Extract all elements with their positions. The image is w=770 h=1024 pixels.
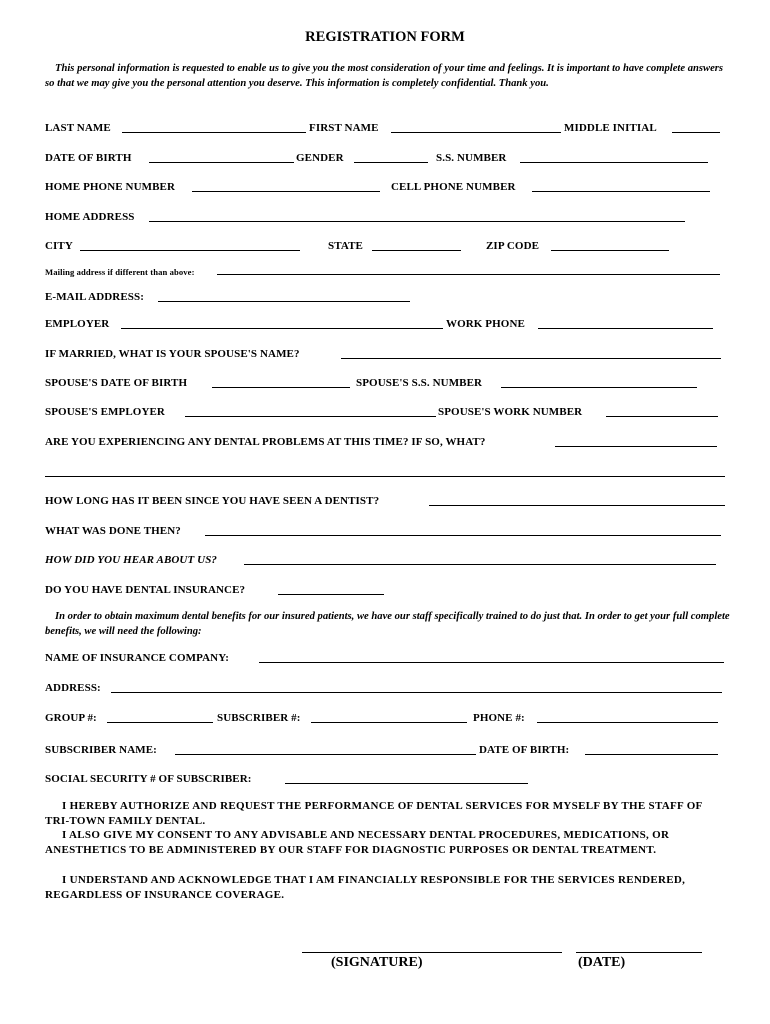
ins-subscriber-no-label: SUBSCRIBER #: bbox=[217, 712, 301, 724]
state-field[interactable] bbox=[372, 250, 461, 251]
dental-problems-field[interactable] bbox=[555, 446, 717, 447]
form-title: REGISTRATION FORM bbox=[305, 29, 465, 45]
ins-subscriber-name-row bbox=[45, 742, 730, 758]
intro-paragraph: This personal information is requested to enable us to give you the most consideration of your time and feelings. It is important to have complete answers so that we may give you the personal attention you deserve. This information is completely confidential. Thank you. bbox=[45, 63, 724, 89]
employer-field[interactable] bbox=[121, 328, 443, 329]
spouse-employer-label: SPOUSE'S EMPLOYER bbox=[45, 406, 165, 418]
home-address-row bbox=[45, 209, 730, 225]
done-then-field[interactable] bbox=[205, 535, 721, 536]
hear-about-label: HOW DID YOU HEAR ABOUT US? bbox=[45, 554, 218, 566]
insurance-label: DO YOU HAVE DENTAL INSURANCE? bbox=[45, 584, 246, 596]
dental-problems-label: ARE YOU EXPERIENCING ANY DENTAL PROBLEMS AT THIS TIME? IF SO, WHAT? bbox=[45, 436, 486, 448]
done-then-label: WHAT WAS DONE THEN? bbox=[45, 525, 181, 537]
ins-subscriber-no-field[interactable] bbox=[311, 722, 467, 723]
dental-problems-continued-field[interactable] bbox=[45, 476, 725, 477]
gender-label: GENDER bbox=[296, 152, 344, 164]
ins-ssn-label: SOCIAL SECURITY # OF SUBSCRIBER: bbox=[45, 773, 252, 785]
ins-group-row bbox=[45, 710, 730, 726]
spouse-work-label: SPOUSE'S WORK NUMBER bbox=[438, 406, 583, 418]
insurance-row bbox=[45, 582, 730, 598]
spouse-dob-label: SPOUSE'S DATE OF BIRTH bbox=[45, 377, 188, 389]
spouse-ss-label: SPOUSE'S S.S. NUMBER bbox=[356, 377, 483, 389]
ins-group-label: GROUP #: bbox=[45, 712, 97, 724]
ins-phone-field[interactable] bbox=[537, 722, 718, 723]
gender-field[interactable] bbox=[354, 162, 428, 163]
ins-dob-field[interactable] bbox=[585, 754, 718, 755]
signature-line[interactable] bbox=[302, 952, 562, 953]
mailing-field[interactable] bbox=[217, 274, 720, 275]
authorization-paragraph-2: I ALSO GIVE MY CONSENT TO ANY ADVISABLE AND NECESSARY DENTAL PROCEDURES, MEDICATIONS, OR ANESTHETICS TO BE ADMINISTERED BY OUR STAFF FOR DIAGNOSTIC PURPOSES OR DENTAL TREATMENT. bbox=[45, 829, 670, 856]
city-field[interactable] bbox=[80, 250, 300, 251]
ins-company-row bbox=[45, 650, 730, 666]
state-label: STATE bbox=[328, 240, 363, 252]
ins-address-row bbox=[45, 680, 730, 696]
date-line[interactable] bbox=[576, 952, 702, 953]
dob-row bbox=[45, 150, 730, 166]
home-phone-field[interactable] bbox=[192, 191, 380, 192]
employer-row bbox=[45, 316, 730, 332]
mailing-row bbox=[45, 264, 730, 280]
ins-subscriber-name-label: SUBSCRIBER NAME: bbox=[45, 744, 157, 756]
middle-initial-label: MIDDLE INITIAL bbox=[564, 122, 657, 134]
dental-problems-row bbox=[45, 434, 730, 450]
ss-number-label: S.S. NUMBER bbox=[436, 152, 507, 164]
ins-ssn-row bbox=[45, 771, 730, 787]
ins-company-field[interactable] bbox=[259, 662, 724, 663]
middle-initial-field[interactable] bbox=[672, 132, 720, 133]
employer-label: EMPLOYER bbox=[45, 318, 110, 330]
zip-label: ZIP CODE bbox=[486, 240, 540, 252]
insurance-field[interactable] bbox=[278, 594, 384, 595]
signature-label: (SIGNATURE) bbox=[331, 955, 423, 970]
ins-ssn-field[interactable] bbox=[285, 783, 528, 784]
last-name-field[interactable] bbox=[122, 132, 306, 133]
dob-field[interactable] bbox=[149, 162, 294, 163]
home-address-field[interactable] bbox=[149, 221, 685, 222]
ins-group-field[interactable] bbox=[107, 722, 213, 723]
spouse-name-label: IF MARRIED, WHAT IS YOUR SPOUSE'S NAME? bbox=[45, 348, 300, 360]
date-label: (DATE) bbox=[578, 955, 626, 970]
email-field[interactable] bbox=[158, 301, 410, 302]
spouse-employer-field[interactable] bbox=[185, 416, 436, 417]
authorization-paragraph-1: I HEREBY AUTHORIZE AND REQUEST THE PERFORMANCE OF DENTAL SERVICES FOR MYSELF BY THE STAFF OF TRI-TOWN FAMILY DENTAL. bbox=[45, 800, 703, 827]
work-phone-label: WORK PHONE bbox=[446, 318, 525, 330]
ins-company-label: NAME OF INSURANCE COMPANY: bbox=[45, 652, 229, 664]
spouse-name-row bbox=[45, 346, 730, 362]
last-name-label: LAST NAME bbox=[45, 122, 111, 134]
email-label: E-MAIL ADDRESS: bbox=[45, 291, 144, 303]
dental-problems-continued-row bbox=[45, 464, 730, 480]
spouse-ss-field[interactable] bbox=[501, 387, 697, 388]
ins-phone-label: PHONE #: bbox=[473, 712, 525, 724]
home-address-label: HOME ADDRESS bbox=[45, 211, 135, 223]
name-row bbox=[45, 120, 730, 136]
ss-number-field[interactable] bbox=[520, 162, 708, 163]
insurance-intro: In order to obtain maximum dental benefits for our insured patients, we have our staff specifically trained to do just that. In order to get your full complete benefits, we will need the following: bbox=[45, 611, 730, 637]
last-seen-row bbox=[45, 493, 730, 509]
ins-address-field[interactable] bbox=[111, 692, 722, 693]
ins-address-label: ADDRESS: bbox=[45, 682, 101, 694]
last-seen-field[interactable] bbox=[429, 505, 725, 506]
mailing-label: Mailing address if different than above: bbox=[45, 267, 195, 277]
city-label: CITY bbox=[45, 240, 73, 252]
spouse-employer-row bbox=[45, 404, 730, 420]
zip-field[interactable] bbox=[551, 250, 669, 251]
spouse-dob-field[interactable] bbox=[212, 387, 350, 388]
work-phone-field[interactable] bbox=[538, 328, 713, 329]
spouse-name-field[interactable] bbox=[341, 358, 721, 359]
phone-row bbox=[45, 179, 730, 195]
done-then-row bbox=[45, 523, 730, 539]
home-phone-label: HOME PHONE NUMBER bbox=[45, 181, 176, 193]
city-row bbox=[45, 238, 730, 254]
email-row bbox=[45, 289, 730, 305]
first-name-label: FIRST NAME bbox=[309, 122, 379, 134]
cell-phone-label: CELL PHONE NUMBER bbox=[391, 181, 516, 193]
authorization-paragraph-3: I UNDERSTAND AND ACKNOWLEDGE THAT I AM FINANCIALLY RESPONSIBLE FOR THE SERVICES RENDERED, REGARDLESS OF INSURANCE COVERAGE. bbox=[45, 874, 686, 901]
ins-subscriber-name-field[interactable] bbox=[175, 754, 476, 755]
first-name-field[interactable] bbox=[391, 132, 561, 133]
last-seen-label: HOW LONG HAS IT BEEN SINCE YOU HAVE SEEN A DENTIST? bbox=[45, 495, 380, 507]
dob-label: DATE OF BIRTH bbox=[45, 152, 132, 164]
cell-phone-field[interactable] bbox=[532, 191, 710, 192]
hear-about-field[interactable] bbox=[244, 564, 716, 565]
hear-about-row bbox=[45, 552, 730, 568]
spouse-work-field[interactable] bbox=[606, 416, 718, 417]
spouse-dob-row bbox=[45, 375, 730, 391]
ins-dob-label: DATE OF BIRTH: bbox=[479, 744, 570, 756]
